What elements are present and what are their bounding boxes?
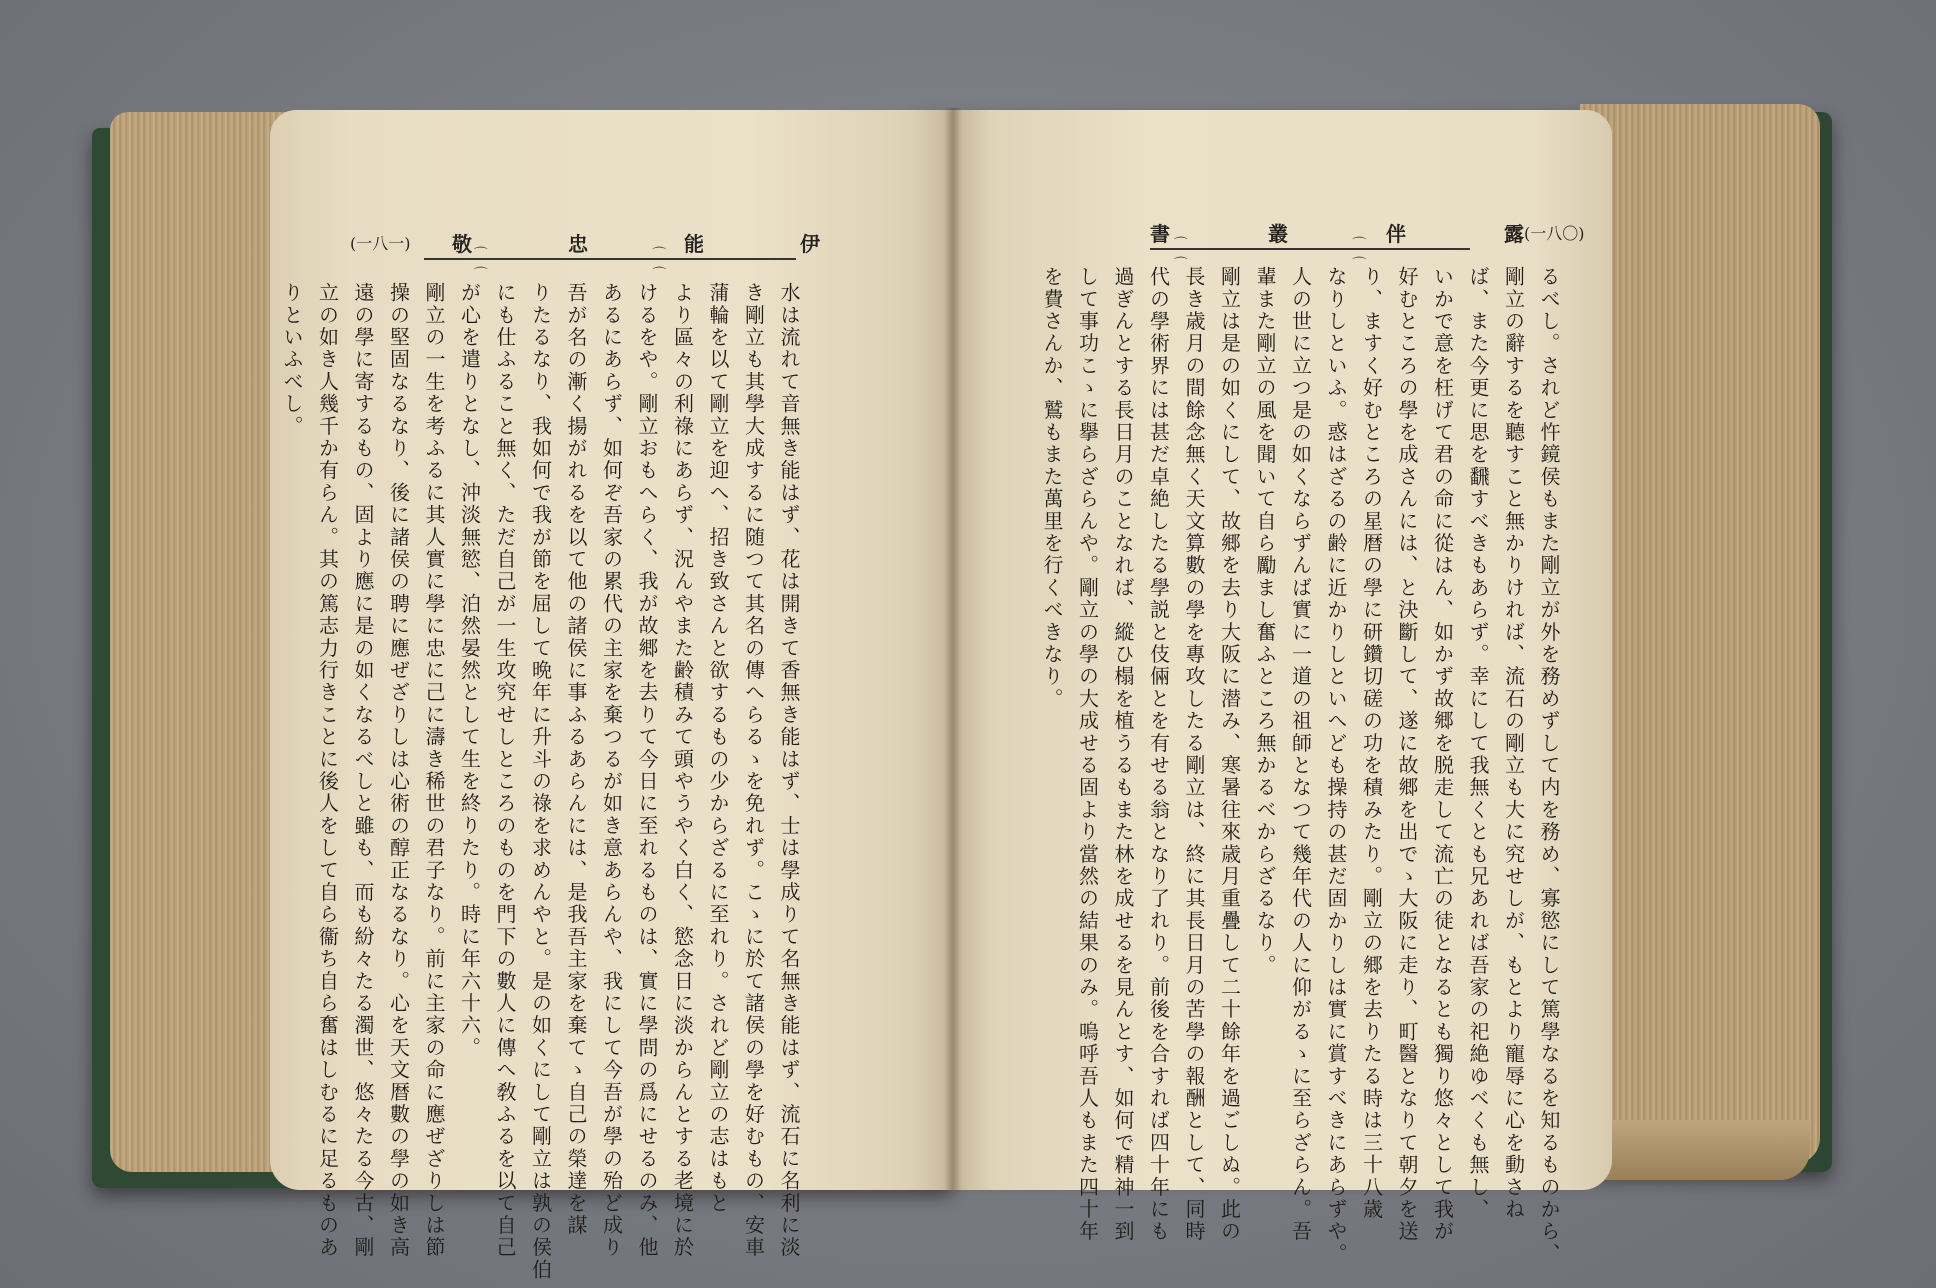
page-edge-right [1580,104,1820,1164]
head-char: 忠 [568,232,588,256]
text-column: あるにあらず、如何ぞ吾家の累代の主家を棄つるが如き意あらんや、我にして今吾が學の殆ど成り [599,282,624,1259]
text-column: 輩また剛立の風を聞いて自ら勵まし奮ふところ無かるべからざるなり。 [1253,266,1277,977]
text-column: 剛立の一生を考ふるに其人實に學に忠に己に濤き稀世の君子なり。前に主家の命に應ぜざりしは節 [422,282,446,1259]
left-body-text [280,282,806,1281]
text-column: りたるなり、我如何で我が節を屈して晩年に升斗の祿を求めんやと。是の如くにして剛立は孰の侯伯 [528,282,553,1281]
head-char: 叢 [1268,222,1288,246]
text-column: り、ますく好むところの星暦の學に研鑽切磋の功を積みたり。剛立の郷を去りたる時は三十八歳 [1359,266,1384,1221]
right-body-text [1036,266,1566,1266]
text-column: けるをや。剛立おもへらく、我が故郷を去りて今日に至れるものは、實に學問の爲にせるのみ、他 [635,282,659,1259]
text-column: いかで意を枉げて君の命に從はん、如かず故郷を脱走して流亡の徒となるとも獨り悠々として我が [1430,266,1455,1243]
text-column: 吾が名の漸く揚がれるを以て他の諸侯に事ふるあらんには、是我吾主家を棄てゝ自己の榮達を謀 [564,282,588,1237]
text-column: 過ぎんとする長日月のことなれば、縱ひ榻を植うるもまた林を成せるを見んとす、如何で精神一到 [1111,266,1135,1243]
text-column: より區々の利祿にあらず、況んやまた齢積みて頭やうやく白く、慾念日に淡からんとする老境に於 [670,282,695,1259]
text-column: 代の學術界には甚だ卓絶したる學説と伎倆とを有せる翁となり了れり。前後を合すれば四十年にも [1146,266,1171,1243]
text-column: が心を遣りとなし、沖淡無慾、泊然晏然として生を終りたり。時に年六十六。 [457,282,482,1059]
head-char: 能 [684,232,704,256]
text-column: 長き歳月の間餘念無く天文算數の學を專攻したる剛立は、終に其長日月の苦學の報酬として、同時 [1182,266,1206,1243]
text-column: 剛立の辭するを聽すこと無かりければ、流石の剛立も大に究せしが、もとより寵辱に心を動さね [1501,266,1526,1221]
text-column: 立の如き人幾千か有らん。其の篤志力行きことに後人をして自ら衞ち自ら奮はしむるに足るものあ [315,282,340,1259]
text-column: 好むところの學を成さんには、と決斷して、遂に故郷を出でゝ大阪に走り、町醫となりて朝夕を送 [1395,266,1419,1243]
right-head-ornament [1150,248,1470,258]
text-column: 剛立は是の如くにして、故郷を去り大阪に潜み、寒暑往來歳月重疊して二十餘年を過ごしぬ。此の [1217,266,1242,1243]
text-column: き剛立も其學大成するに随つて其名の傳へらるゝを免れず。こゝに於て諸侯の學を好むもの、安車 [741,282,766,1259]
text-column: るべし。されど忤鏡侯もまた剛立が外を務めずして内を務め、寡慾にして篤學なるを知るものから、 [1537,266,1561,1265]
text-column: なりしといふ。惑はざるの齢に近かりしといへども操持の甚だ固かりしは實に賞すべきにあらずや。 [1324,266,1348,1266]
left-page-number: (一八一) [350,234,411,253]
book-gutter [944,108,962,1190]
left-head-ornament [424,258,796,268]
right-page-number: (一八〇) [1524,224,1585,243]
head-char: 伴 [1386,222,1406,246]
text-column: 水は流れて音無き能はず、花は開きて香無き能はず、士は學成りて名無き能はず、流石に名利に淡 [777,282,801,1259]
text-column: ば、また今更に思を飜すべきもあらず。幸にして我無くとも兄あれば吾家の祀絶ゆべくも無し、 [1466,266,1490,1221]
head-char: 伊 [800,232,820,256]
page-edge-right-bottom [1600,1120,1810,1180]
head-char: 敬 [452,232,472,256]
head-char: 露 [1504,222,1524,246]
text-column: して事功こゝに擧らざらんや。剛立の學の大成せる固より當然の結果のみ。嗚呼吾人もまた四十年 [1075,266,1100,1243]
text-column: にも仕ふること無く、ただ自己が一生攻究せしところのものを門下の數人に傳へ敎ふるを以て自己 [493,282,517,1259]
text-column: りといふべし。 [280,282,304,438]
head-char: 書 [1150,222,1170,246]
text-column: 遠の學に寄するもの、固より應に是の如くなるべしと雖も、而も紛々たる濁世、悠々たる今古、剛 [351,282,375,1259]
text-column: 蒲輪を以て剛立を迎へ、招き致さんと欲するもの少からざるに至れり。されど剛立の志はもと [706,282,730,1215]
text-column: 操の堅固なるなり、後に諸侯の聘に應ぜざりしは心術の醇正なるなり。心を天文暦數の學の如き高 [386,282,411,1259]
text-column: を費さんか、鷲もまた萬里を行くべきなり。 [1040,266,1064,710]
text-column: 人の世に立つ是の如くならずんば實に一道の祖師となつて幾年代の人に仰がるゝに至らざらん。吾 [1288,266,1313,1243]
